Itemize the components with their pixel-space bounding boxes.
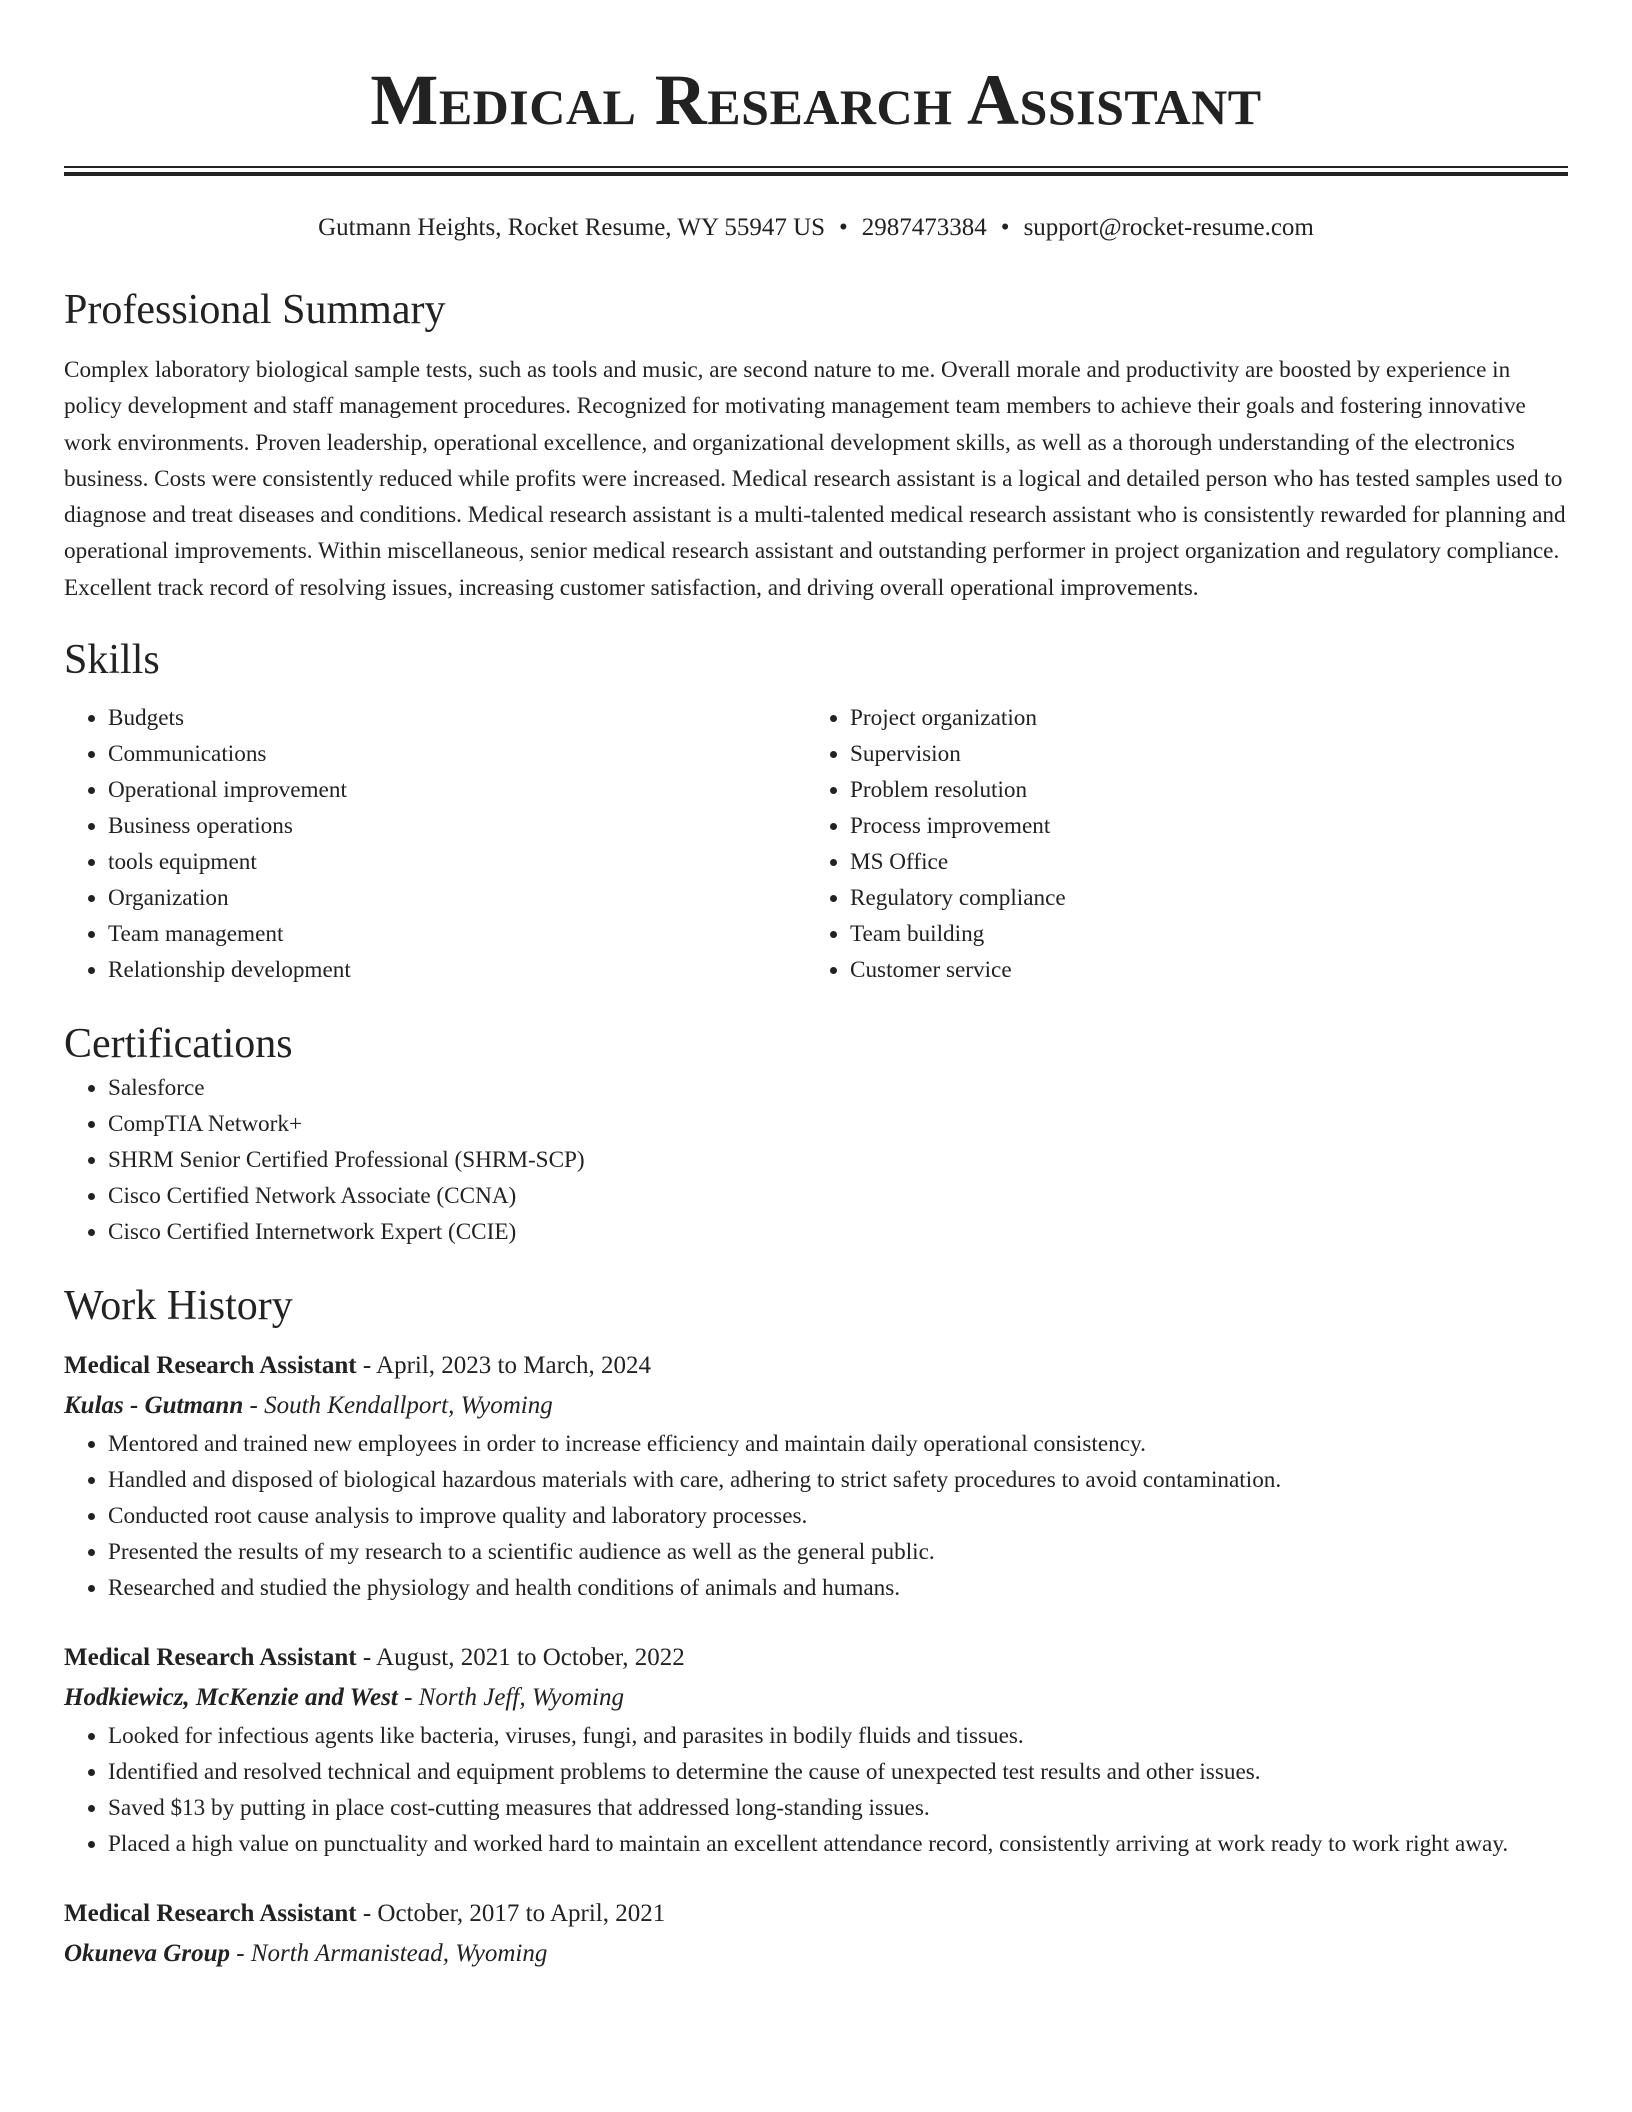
job-duty: • Handled and disposed of biological hazardous materials with care, adhering to strict safety procedures to avoid contamination. xyxy=(108,1462,1568,1498)
contact-email: support@rocket-resume.com xyxy=(1023,214,1314,241)
job-duty: • Saved $13 by putting in place cost-cutting measures that addressed long-standing issues. xyxy=(108,1790,1568,1826)
certification-item: • Cisco Certified Network Associate (CCNA) xyxy=(108,1178,1568,1214)
certifications-list xyxy=(64,1070,1568,1250)
skill-item: • Customer service xyxy=(850,952,1548,988)
skills-columns xyxy=(64,700,1568,988)
title-divider xyxy=(64,166,1568,176)
job-duty: • Looked for infectious agents like bacteria, viruses, fungi, and parasites in bodily fluids and tissues. xyxy=(108,1718,1568,1754)
skill-item: • Budgets xyxy=(108,700,806,736)
job-duty: • Mentored and trained new employees in order to increase efficiency and maintain daily operational consistency. xyxy=(108,1426,1568,1462)
job-dates: - August, 2021 to October, 2022 xyxy=(356,1644,685,1672)
job-title-line xyxy=(64,1638,1568,1678)
job-company-line xyxy=(64,1934,1568,1974)
summary-heading: Professional Summary xyxy=(64,287,446,333)
skill-item: • Process improvement xyxy=(850,808,1548,844)
job-entry xyxy=(64,1346,1568,1606)
job-dates: - April, 2023 to March, 2024 xyxy=(356,1352,651,1380)
job-company: Kulas - Gutmann xyxy=(64,1392,244,1420)
job-company-line xyxy=(64,1386,1568,1426)
job-duty: • Identified and resolved technical and equipment problems to determine the cause of unexpected test results and other issues. xyxy=(108,1754,1568,1790)
skills-heading: Skills xyxy=(64,637,160,684)
job-entry xyxy=(64,1638,1568,1862)
contact-separator: • xyxy=(1000,214,1010,241)
skill-item: • Operational improvement xyxy=(108,772,806,808)
job-title: Medical Research Assistant xyxy=(64,1644,357,1672)
skill-item: • tools equipment xyxy=(108,844,806,880)
job-duty: • Placed a high value on punctuality and worked hard to maintain an excellent attendance record, consistently arriving at work ready to work right away. xyxy=(108,1826,1568,1862)
summary-text: Complex laboratory biological sample tests, such as tools and music, are second nature to me. Overall morale and productivity are boosted by experience in policy development and staff management procedures. Recognized for motivating management team members to achieve their goals and fostering innovative work environments. Proven leadership, operational excellence, and organizational development skills, as well as a thorough understanding of the electronics business. Costs were consistently reduced while profits were increased. Medical research assistant is a logical and detailed person who has tested samples used to diagnose and treat diseases and conditions. Medical research assistant is a multi-talented medical research assistant who is consistently rewarded for planning and operational improvements. Within miscellaneous, senior medical research assistant and outstanding performer in project organization and regulatory compliance. Excellent track record of resolving issues, increasing customer satisfaction, and driving overall operational improvements. xyxy=(64,357,1566,601)
skill-item: • Communications xyxy=(108,736,806,772)
certifications-heading: Certifications xyxy=(64,1021,293,1068)
certification-item: • Cisco Certified Internetwork Expert (CCIE) xyxy=(108,1214,1568,1250)
skill-item: • Team management xyxy=(108,916,806,952)
job-location: - North Armanistead, Wyoming xyxy=(230,1940,548,1968)
contact-line xyxy=(64,212,1568,244)
job-location: - North Jeff, Wyoming xyxy=(397,1684,624,1712)
job-location: - South Kendallport, Wyoming xyxy=(243,1392,553,1420)
certification-item: • SHRM Senior Certified Professional (SHRM-SCP) xyxy=(108,1142,1568,1178)
job-company-line xyxy=(64,1678,1568,1718)
job-dates: - October, 2017 to April, 2021 xyxy=(356,1900,666,1928)
skill-item: • Regulatory compliance xyxy=(850,880,1548,916)
certification-item: • CompTIA Network+ xyxy=(108,1106,1568,1142)
skill-item: • Problem resolution xyxy=(850,772,1548,808)
job-title-line xyxy=(64,1894,1568,1934)
job-duties-list xyxy=(64,1426,1568,1606)
work-history-heading: Work History xyxy=(64,1283,293,1330)
skill-item: • Business operations xyxy=(108,808,806,844)
job-company: Hodkiewicz, McKenzie and West xyxy=(64,1684,398,1712)
skill-item: • Project organization xyxy=(850,700,1548,736)
job-duty: • Presented the results of my research to a scientific audience as well as the general public. xyxy=(108,1534,1568,1570)
skills-list-right xyxy=(806,700,1548,988)
job-title: Medical Research Assistant xyxy=(64,1900,357,1928)
skill-item: • Team building xyxy=(850,916,1548,952)
resume-title: Medical Research Assistant xyxy=(370,60,1262,140)
job-title: Medical Research Assistant xyxy=(64,1352,357,1380)
certification-item: • Salesforce xyxy=(108,1070,1568,1106)
contact-separator: • xyxy=(839,214,848,241)
job-title-line xyxy=(64,1346,1568,1386)
job-company: Okuneva Group xyxy=(64,1940,230,1968)
job-duties-list xyxy=(64,1718,1568,1862)
contact-address: Gutmann Heights, Rocket Resume, WY 55947 US xyxy=(318,214,826,241)
job-duty: • Conducted root cause analysis to improve quality and laboratory processes. xyxy=(108,1498,1568,1534)
skill-item: • Relationship development xyxy=(108,952,806,988)
skills-list-left xyxy=(64,700,806,988)
skill-item: • MS Office xyxy=(850,844,1548,880)
job-duty: • Researched and studied the physiology and health conditions of animals and humans. xyxy=(108,1570,1568,1606)
skill-item: • Organization xyxy=(108,880,806,916)
contact-phone: 2987473384 xyxy=(861,214,987,241)
skill-item: • Supervision xyxy=(850,736,1548,772)
job-entry xyxy=(64,1894,1568,1974)
